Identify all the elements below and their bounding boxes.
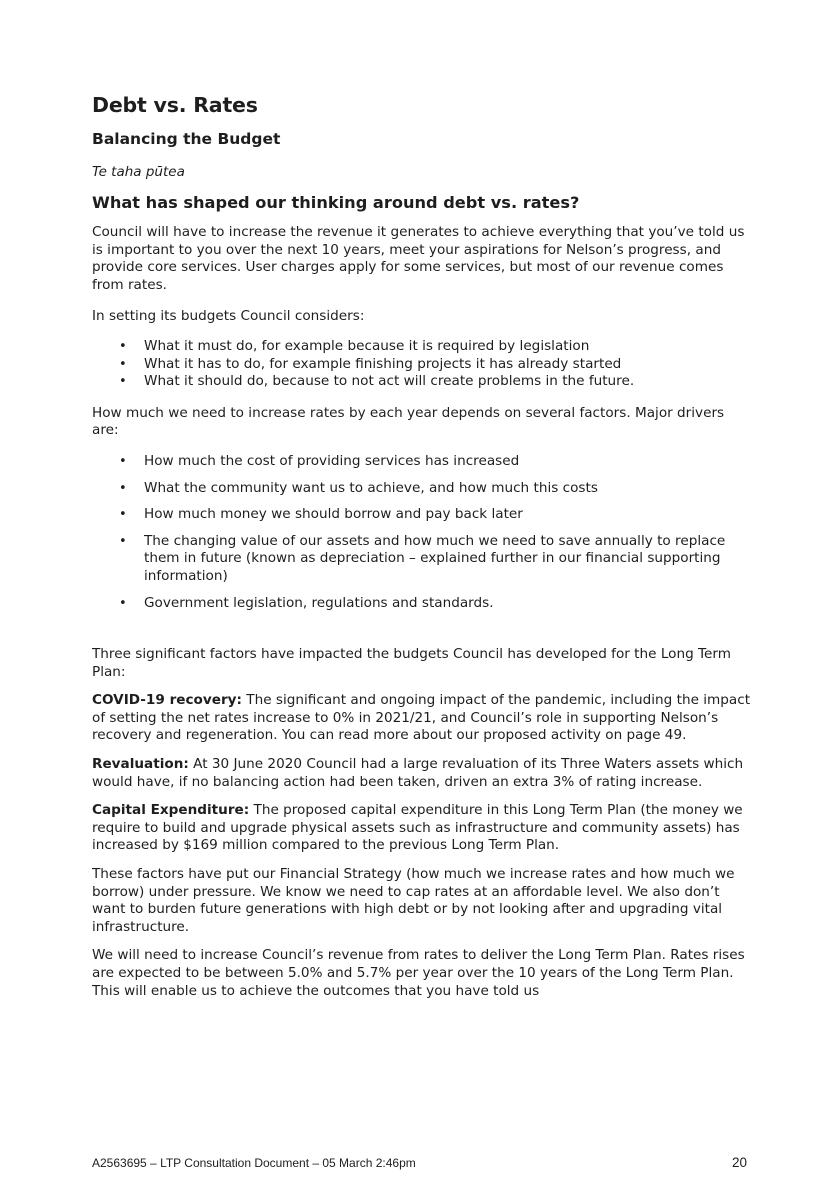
section-question: What has shaped our thinking around debt vs. rates? [92,193,580,212]
list-item: • How much money we should borrow and pay back later [119,506,523,523]
list-item: • Government legislation, regulations and standards. [119,594,494,611]
bullet-icon: • [119,507,127,523]
page-number: 20 [731,1155,747,1170]
considers-list [92,338,752,391]
factor-text: At 30 June 2020 Council had a large revaluation of its Three Waters assets which would have, if no balancing action had been taken, driven an extra 3% of rating increase. [92,756,744,790]
closing-paragraph: We will need to increase Council’s revenue from rates to deliver the Long Term Plan. Rates rises are expected to be between 5.0% and 5.7% per year over the 10 years of the Long Term Plan. This will enable us to achieve the outcomes that you have told us [92,947,745,999]
factors-lead: Three significant factors have impacted the budgets Council has developed for the Long Term Plan: [92,646,731,680]
factor-covid [92,692,752,745]
list-item: • What it should do, because to not act will create problems in the future. [119,373,635,390]
bullet-icon: • [119,480,127,496]
factor-capex [92,802,752,855]
pressure-paragraph: These factors have put our Financial Strategy (how much we increase rates and how much we borrow) under pressure. We know we need to cap rates at an affordable level. We also don’t want to burden future generations with high debt or by not looking after and upgrading vital infrastructure. [92,866,735,935]
drivers-lead: How much we need to increase rates by each year depends on several factors. Major drivers are: [92,404,725,439]
factor-revaluation [92,756,752,791]
factor-title: COVID-19 recovery: [92,692,242,709]
bullet-icon: • [119,374,127,390]
drivers-list [92,453,752,612]
list-item: • What it has to do, for example finishing projects it has already started [119,355,622,372]
bullet-icon: • [119,338,127,354]
bullet-icon: • [119,356,127,372]
factor-text: The proposed capital expenditure in this Long Term Plan (the money we require to build and upgrade physical assets such as infrastructure and community assets) has increased by $169 million compared to the previous Long Term Plan. [92,802,743,854]
list-item: • What it must do, for example because it is required by legislation [119,337,590,354]
bullet-icon: • [119,533,127,549]
page-subtitle: Balancing the Budget [92,130,281,148]
intro-paragraph: Council will have to increase the revenue it generates to achieve everything that you’ve told us is important to you over the next 10 years, meet your aspirations for Nelson’s progress, and provide core services. User charges apply for some services, but most of our revenue comes from rates. [92,224,745,293]
list-item: • What the community want us to achieve, and how much this costs [119,479,598,496]
considers-lead: In setting its budgets Council considers: [92,308,365,325]
page-content [92,93,752,1014]
footer-doc-ref: A2563695 – LTP Consultation Document – 05 March 2:46pm [92,1156,416,1170]
bullet-icon: • [119,453,127,469]
list-item: • The changing value of our assets and how much we need to save annually to replace them in future (known as depreciation – explained further in our financial supporting information) [119,532,726,584]
bullet-icon: • [119,595,127,611]
factor-title: Capital Expenditure: [92,802,250,819]
factor-text: The significant and ongoing impact of the pandemic, including the impact of setting the net rates increase to 0% in 2021/21, and Council’s role in supporting Nelson’s recovery and regeneration. You can read more about our proposed activity on page 49. [92,692,751,744]
list-item: • How much the cost of providing services has increased [119,452,520,469]
page-title: Debt vs. Rates [92,93,258,117]
factor-title: Revaluation: [92,756,189,773]
maori-title: Te taha pūtea [92,164,185,180]
